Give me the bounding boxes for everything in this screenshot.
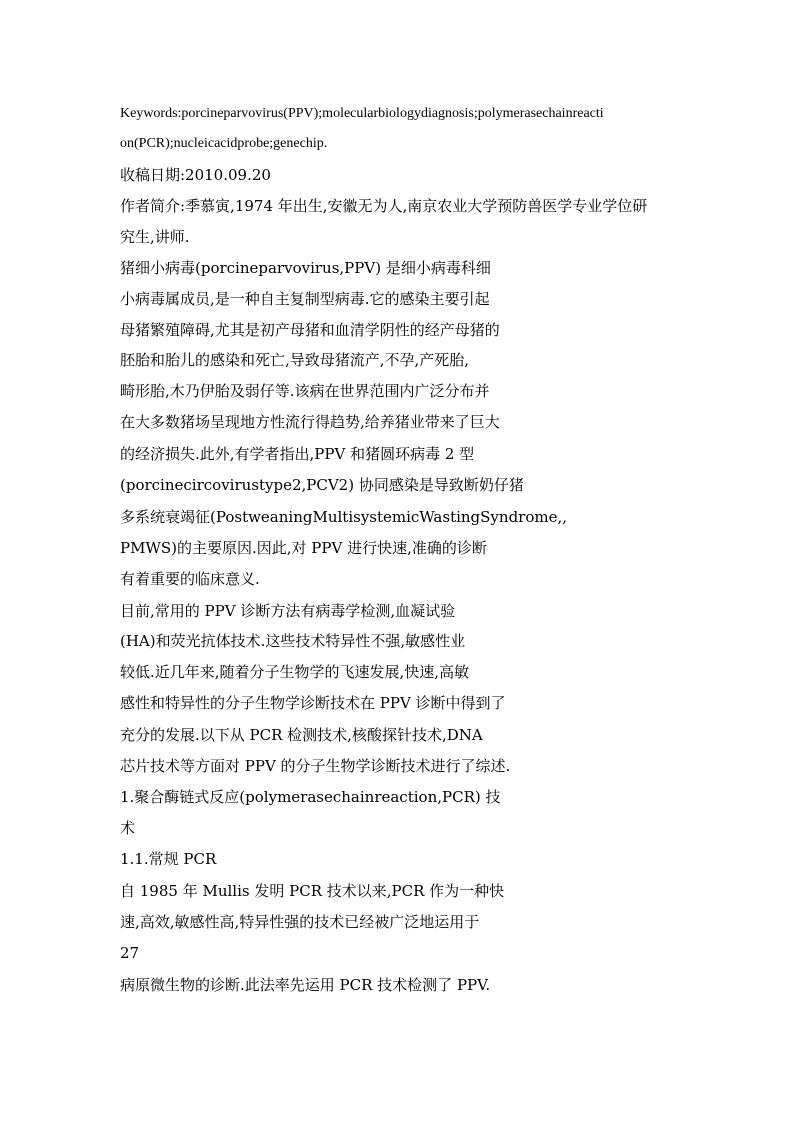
body-line: 充分的发展.以下从 PCR 检测技术,核酸探针技术,DNA [120,726,483,744]
body-line: 小病毒属成员,是一种自主复制型病毒.它的感染主要引起 [120,290,490,308]
page-number: 27 [120,944,140,962]
author-info-line-2: 究生,讲师. [120,228,190,246]
received-date: 收稿日期:2010.09.20 [120,166,271,184]
body-line: 较低.近几年来,随着分子生物学的飞速发展,快速,高敏 [120,663,470,681]
body-line: PMWS)的主要原因.因此,对 PPV 进行快速,准确的诊断 [120,539,487,557]
body-line: 芯片技术等方面对 PPV 的分子生物学诊断技术进行了综述. [120,757,511,775]
body-line: 猪细小病毒(porcineparvovirus,PPV) 是细小病毒科细 [120,259,491,277]
section-heading-line-2: 术 [120,819,136,837]
subsection-heading: 1.1.常规 PCR [120,850,217,868]
body-line: 畸形胎,木乃伊胎及弱仔等.该病在世界范围内广泛分布并 [120,382,490,400]
body-line: (porcinecircovirustype2,PCV2) 协同感染是导致断奶仔猪 [120,476,524,494]
keywords-line-2: on(PCR);nucleicacidprobe;genechip. [120,136,328,151]
body-line: 自 1985 年 Mullis 发明 PCR 技术以来,PCR 作为一种快 [120,882,505,900]
body-line: 母猪繁殖障碍,尤其是初产母猪和血清学阴性的经产母猪的 [120,321,500,339]
body-line: (HA)和荧光抗体技术.这些技术特异性不强,敏感性业 [120,632,466,650]
body-line: 目前,常用的 PPV 诊断方法有病毒学检测,血凝试验 [120,602,456,620]
body-line: 病原微生物的诊断.此法率先运用 PCR 技术检测了 PPV. [120,976,491,994]
body-line: 胚胎和胎儿的感染和死亡,导致母猪流产,不孕,产死胎, [120,351,470,369]
body-line: 多系统衰竭征(PostweaningMultisystemicWastingSyndrome,, [120,508,568,526]
body-line: 感性和特异性的分子生物学诊断技术在 PPV 诊断中得到了 [120,694,506,712]
body-line: 在大多数猪场呈现地方性流行得趋势,给养猪业带来了巨大 [120,413,500,431]
body-line: 速,高效,敏感性高,特异性强的技术已经被广泛地运用于 [120,913,480,931]
body-line: 有着重要的临床意义. [120,570,260,588]
author-info-line-1: 作者简介:季慕寅,1974 年出生,安徽无为人,南京农业大学预防兽医学专业学位研 [120,197,648,215]
section-heading-line-1: 1.聚合酶链式反应(polymerasechainreaction,PCR) 技 [120,788,501,806]
keywords-line-1: Keywords:porcineparvovirus(PPV);molecularbiologydiagnosis;polymerasechainreacti [120,106,604,121]
body-line: 的经济损失.此外,有学者指出,PPV 和猪圆环病毒 2 型 [120,445,475,463]
